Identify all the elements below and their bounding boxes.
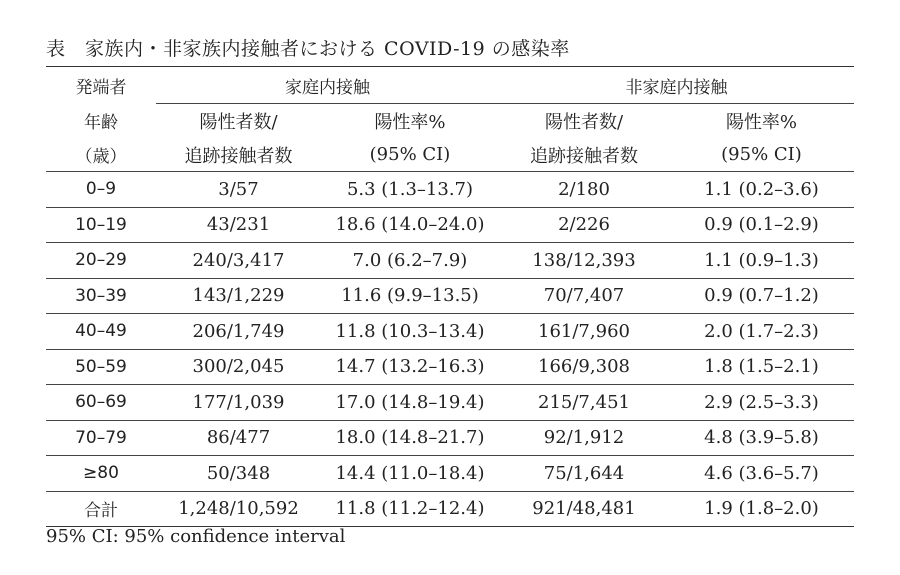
age-group: 0–9: [46, 172, 156, 208]
non-household-rate: 4.8 (3.9–5.8): [669, 420, 854, 456]
header-household-count: 陽性者数/: [199, 112, 278, 133]
table-row-total: [46, 491, 854, 527]
household-rate: 5.3 (1.3–13.7): [321, 172, 499, 208]
table-row: [46, 349, 854, 385]
non-household-count: 2/180: [499, 172, 669, 208]
non-household-count: 161/7,960: [499, 314, 669, 350]
household-rate: 18.0 (14.8–21.7): [321, 420, 499, 456]
non-household-count: 75/1,644: [499, 456, 669, 492]
household-rate: 7.0 (6.2–7.9): [321, 243, 499, 279]
age-group: 30–39: [46, 278, 156, 314]
header-row-3: [46, 138, 854, 172]
non-household-rate: 2.0 (1.7–2.3): [669, 314, 854, 350]
non-household-rate: 1.8 (1.5–2.1): [669, 349, 854, 385]
age-group: 10–19: [46, 207, 156, 243]
age-group-total: 合計: [46, 491, 156, 527]
footnote: 95% CI: 95% confidence interval: [46, 526, 346, 547]
household-rate: 14.4 (11.0–18.4): [321, 456, 499, 492]
non-household-count: 166/9,308: [499, 349, 669, 385]
header-index-case: 発端者: [46, 67, 156, 104]
non-household-count: 138/12,393: [499, 243, 669, 279]
header-household-contact: 家庭内接触: [156, 67, 499, 104]
non-household-rate: 0.9 (0.1–2.9): [669, 207, 854, 243]
header-non-household-contacts-traced: 追跡接触者数: [499, 138, 669, 172]
table-row: [46, 207, 854, 243]
covid-infection-rate-table: [46, 66, 854, 527]
header-row-2: [46, 104, 854, 139]
non-household-rate: 1.1 (0.2–3.6): [669, 172, 854, 208]
header-non-household-contact: 非家庭内接触: [499, 67, 854, 104]
table-caption: 表 家族内・非家族内接触者における COVID-19 の感染率: [46, 38, 570, 60]
household-rate: 14.7 (13.2–16.3): [321, 349, 499, 385]
household-rate: 11.6 (9.9–13.5): [321, 278, 499, 314]
header-non-household-ci: (95% CI): [669, 138, 854, 172]
age-group: ≥80: [46, 456, 156, 492]
age-group: 40–49: [46, 314, 156, 350]
table-row: [46, 243, 854, 279]
household-count: 206/1,749: [156, 314, 321, 350]
header-household-contacts-traced: 追跡接触者数: [156, 138, 321, 172]
non-household-count: 92/1,912: [499, 420, 669, 456]
table-row: [46, 278, 854, 314]
header-non-household-count: 陽性者数/: [544, 112, 624, 133]
household-count: 86/477: [156, 420, 321, 456]
household-count: 1,248/10,592: [156, 491, 321, 527]
header-household-rate: 陽性率%: [374, 112, 446, 133]
household-count: 177/1,039: [156, 385, 321, 421]
age-group: 20–29: [46, 243, 156, 279]
non-household-count: 921/48,481: [499, 491, 669, 527]
table-row: [46, 314, 854, 350]
non-household-count: 70/7,407: [499, 278, 669, 314]
household-count: 143/1,229: [156, 278, 321, 314]
table-row: [46, 385, 854, 421]
household-count: 43/231: [156, 207, 321, 243]
non-household-count: 215/7,451: [499, 385, 669, 421]
non-household-rate: 1.9 (1.8–2.0): [669, 491, 854, 527]
household-rate: 11.8 (11.2–12.4): [321, 491, 499, 527]
non-household-count: 2/226: [499, 207, 669, 243]
header-row-1: [46, 67, 854, 104]
household-rate: 18.6 (14.0–24.0): [321, 207, 499, 243]
header-household-ci: (95% CI): [321, 138, 499, 172]
table-row: [46, 172, 854, 208]
table-row: [46, 420, 854, 456]
household-count: 3/57: [156, 172, 321, 208]
household-count: 50/348: [156, 456, 321, 492]
household-count: 240/3,417: [156, 243, 321, 279]
household-rate: 11.8 (10.3–13.4): [321, 314, 499, 350]
household-rate: 17.0 (14.8–19.4): [321, 385, 499, 421]
non-household-rate: 4.6 (3.6–5.7): [669, 456, 854, 492]
age-group: 70–79: [46, 420, 156, 456]
header-age: 年齢: [84, 113, 118, 134]
age-group: 50–59: [46, 349, 156, 385]
age-group: 60–69: [46, 385, 156, 421]
household-count: 300/2,045: [156, 349, 321, 385]
header-non-household-rate: 陽性率%: [725, 112, 798, 133]
non-household-rate: 2.9 (2.5–3.3): [669, 385, 854, 421]
non-household-rate: 0.9 (0.7–1.2): [669, 278, 854, 314]
table-row: [46, 456, 854, 492]
header-age-unit: （歳）: [46, 138, 156, 172]
non-household-rate: 1.1 (0.9–1.3): [669, 243, 854, 279]
